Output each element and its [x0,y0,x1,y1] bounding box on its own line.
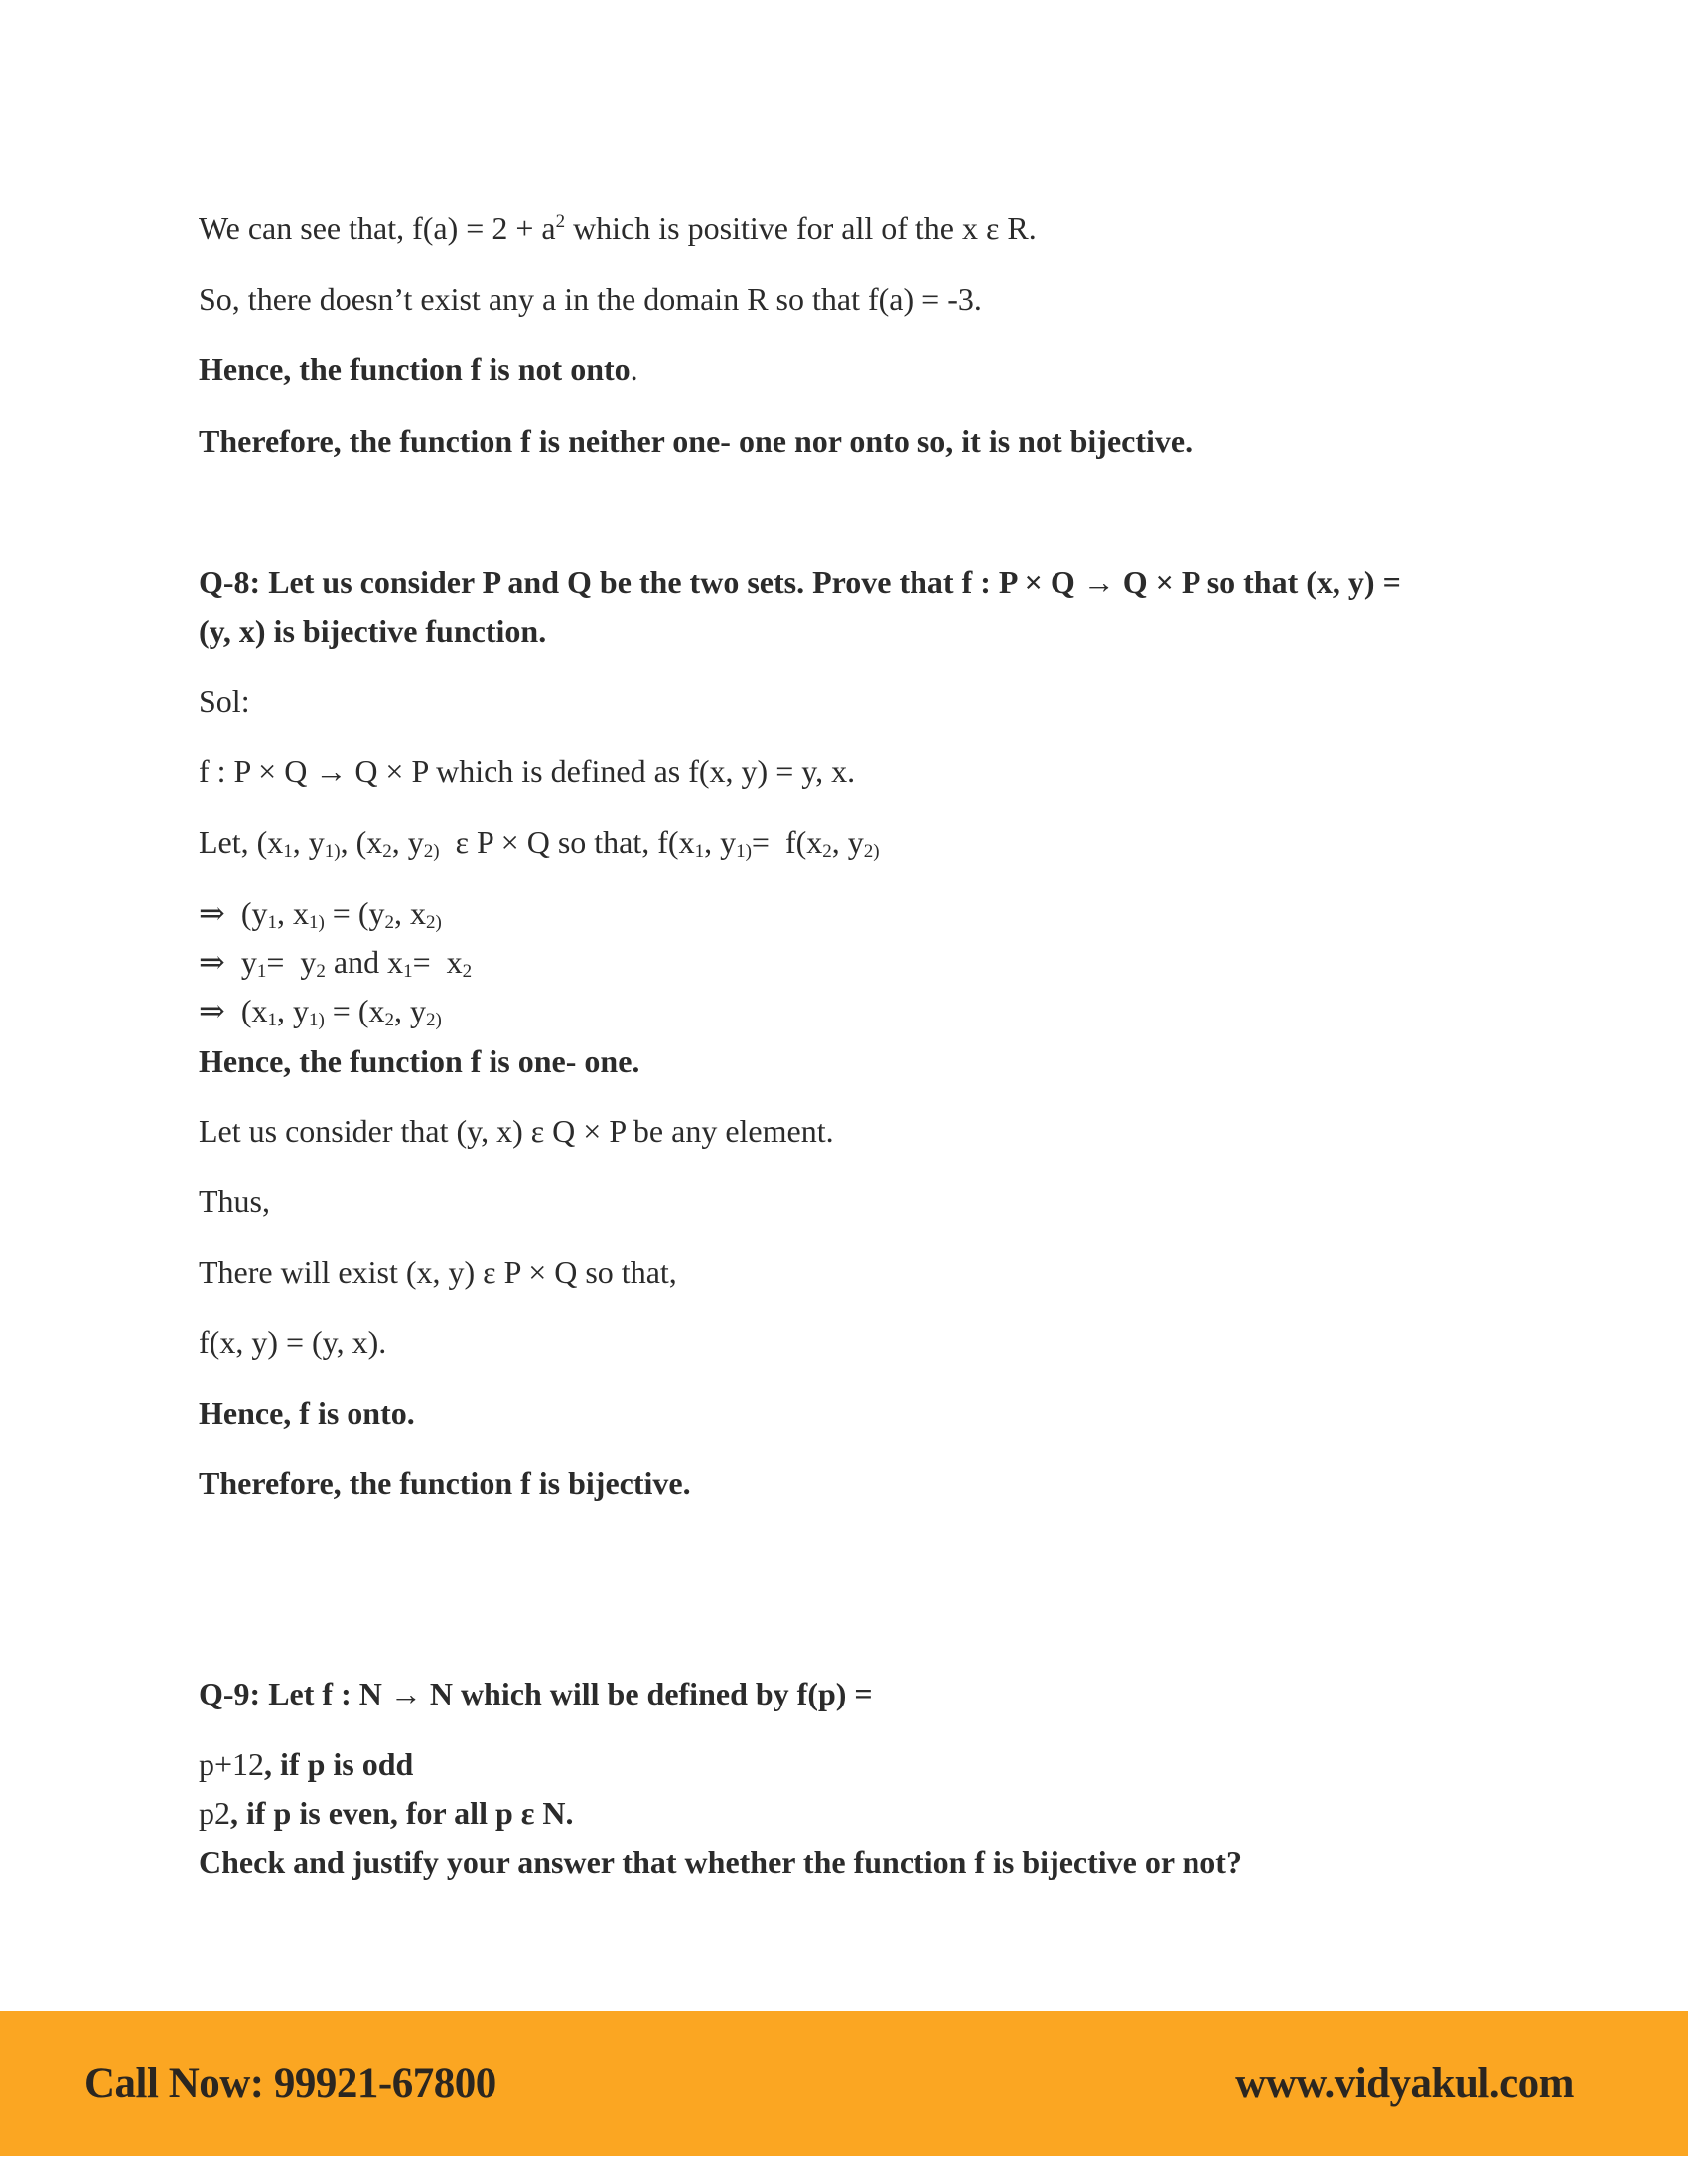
paragraph: So, there doesn’t exist any a in the domain R so that f(a) = -3. [199,281,982,317]
paragraph: There will exist (x, y) ε P × Q so that, [199,1254,677,1290]
equation-step: ⇒ $y_1= y_2$ and $x_1= x_2$ [199,944,473,982]
conclusion-one-one: Hence, the function f is one- one. [199,1043,640,1079]
footer-banner [0,2011,1688,2156]
case-odd: p+12, if p is odd [199,1746,414,1782]
question-q8: Q-8: Let us consider P and Q be the two sets. Prove that f : P × Q → Q × P so that (x, y) = [199,564,1401,600]
sol-label: Sol: [199,683,250,719]
paragraph: Let us consider that (y, x) ε Q × P be any element. [199,1113,834,1149]
question-q9-prompt: Check and justify your answer that whether the function f is bijective or not? [199,1844,1242,1880]
question-q9: Q-9: Let f : N → N which will be defined by f(p) = [199,1676,873,1711]
definition: f : P × Q → Q × P which is defined as f(x, y) = y, x. [199,753,856,789]
paragraph: We can see that, $f(a) = 2 + a^2$ which is positive for all of the x ε R. [199,210,1037,246]
call-now-text: Call Now: 99921-67800 [84,2060,496,2107]
conclusion-not-bijective: Therefore, the function f is neither one- one nor onto so, it is not bijective. [199,423,1194,459]
equation-step: ⇒ ($x_1$, $y_{1)} = (x_2$, $y_{2)}$ [199,993,442,1030]
equation-assume: Let, ($x_1$, $y_{1)}$, ($x_2$, $y_{2)}$ ε P × Q so that, $f(x_1$, $y_{1)}= f(x_2$, $y_{2)}$ [199,824,880,862]
question-q8-cont: (y, x) is bijective function. [199,614,547,649]
website-link[interactable]: www.vidyakul.com [1235,2060,1574,2107]
conclusion-bijective: Therefore, the function f is bijective. [199,1465,691,1501]
conclusion-not-onto: Hence, the function f is not onto. [199,351,638,387]
paragraph: f(x, y) = (y, x). [199,1324,387,1360]
paragraph: Thus, [199,1183,270,1219]
equation-step: ⇒ ($y_1$, $x_{1)} = (y_2$, $x_{2)}$ [199,895,442,933]
case-even: p2, if p is even, for all p ε N. [199,1795,574,1831]
conclusion-onto: Hence, f is onto. [199,1395,415,1431]
